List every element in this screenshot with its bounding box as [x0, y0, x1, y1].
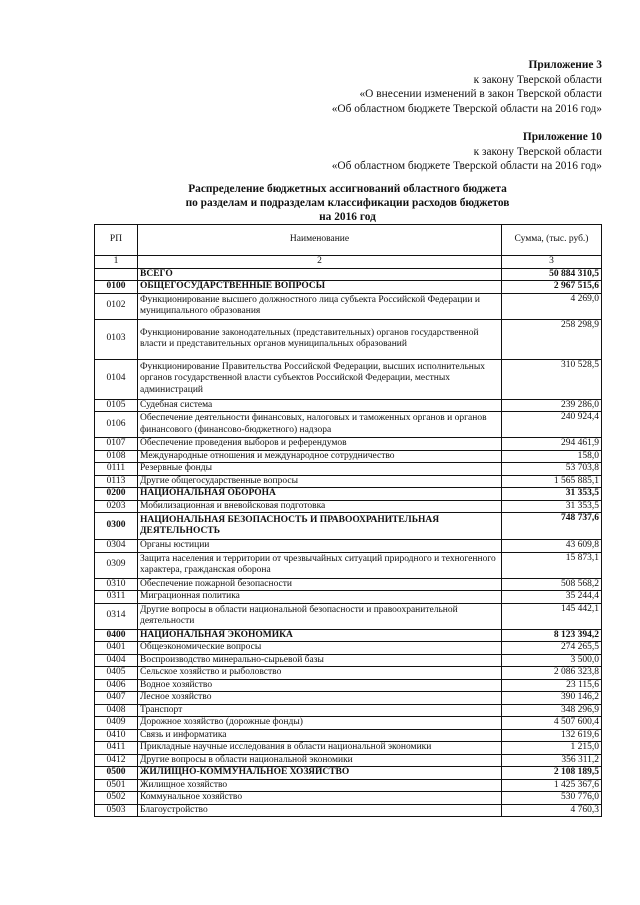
row-sum: 240 924,4 — [502, 412, 602, 438]
table-row — [95, 654, 602, 667]
row-name: Резервные фонды — [138, 463, 502, 476]
table-row — [95, 717, 602, 730]
row-sum: 274 265,5 — [502, 642, 602, 655]
row-code: 0406 — [95, 679, 138, 692]
table-row — [95, 629, 602, 642]
row-name: Мобилизационная и вневойсковая подготовка — [138, 500, 502, 513]
row-name: Защита населения и территории от чрезвычайных ситуаций природного и техногенного характера, гражданская оборона — [138, 552, 502, 578]
row-code: 0400 — [95, 629, 138, 642]
row-name: НАЦИОНАЛЬНАЯ ОБОРОНА — [138, 488, 502, 501]
appendix-10-label: Приложение 10 — [522, 131, 602, 143]
title-line: по разделам и подразделам классификации расходов бюджетов — [185, 197, 510, 209]
table-row — [95, 742, 602, 755]
row-sum: 35 244,4 — [502, 591, 602, 604]
row-code: 0103 — [95, 319, 138, 359]
row-name: Обеспечение проведения выборов и референдумов — [138, 438, 502, 451]
row-code: 0100 — [95, 281, 138, 294]
appendix-10-line: к закону Тверской области — [473, 145, 602, 158]
table-row — [95, 359, 602, 399]
row-code: 0410 — [95, 729, 138, 742]
row-code: 0314 — [95, 603, 138, 629]
row-sum: 310 528,5 — [502, 359, 602, 399]
row-code: 0106 — [95, 412, 138, 438]
row-code — [95, 268, 138, 281]
row-name: ОБЩЕГОСУДАРСТВЕННЫЕ ВОПРОСЫ — [138, 281, 502, 294]
row-code: 0311 — [95, 591, 138, 604]
row-sum: 23 115,6 — [502, 679, 602, 692]
row-code: 0111 — [95, 463, 138, 476]
row-code: 0500 — [95, 767, 138, 780]
row-sum: 348 296,9 — [502, 704, 602, 717]
row-code: 0501 — [95, 779, 138, 792]
row-sum: 50 884 310,5 — [502, 268, 602, 281]
row-name: Функционирование законодательных (представительных) органов государственной власти и представительных органов муниципальных образований — [138, 319, 502, 359]
row-name: Обеспечение пожарной безопасности — [138, 578, 502, 591]
row-code: 0503 — [95, 804, 138, 817]
table-row — [95, 293, 602, 319]
row-name: Прикладные научные исследования в области национальной экономики — [138, 742, 502, 755]
row-code: 0107 — [95, 438, 138, 451]
row-name: Водное хозяйство — [138, 679, 502, 692]
row-code: 0113 — [95, 475, 138, 488]
row-sum: 43 609,8 — [502, 540, 602, 553]
row-sum: 748 737,6 — [502, 513, 602, 540]
title-line: Распределение бюджетных ассигнований областного бюджета — [188, 183, 507, 195]
row-sum: 258 298,9 — [502, 319, 602, 359]
row-name: ВСЕГО — [138, 268, 502, 281]
row-code: 0200 — [95, 488, 138, 501]
table-row — [95, 591, 602, 604]
row-name: Судебная система — [138, 399, 502, 412]
row-sum: 53 703,8 — [502, 463, 602, 476]
row-code: 0404 — [95, 654, 138, 667]
row-sum: 31 353,5 — [502, 488, 602, 501]
row-name: НАЦИОНАЛЬНАЯ ЭКОНОМИКА — [138, 629, 502, 642]
row-name: Транспорт — [138, 704, 502, 717]
row-code: 0502 — [95, 792, 138, 805]
document-title — [95, 182, 600, 224]
row-name: Воспроизводство минерально-сырьевой базы — [138, 654, 502, 667]
row-name: Связь и информатика — [138, 729, 502, 742]
table-row — [95, 488, 602, 501]
table-row — [95, 438, 602, 451]
index-code: 1 — [95, 256, 138, 269]
row-name: Сельское хозяйство и рыболовство — [138, 667, 502, 680]
row-name: Органы юстиции — [138, 540, 502, 553]
appendix-3-line: к закону Тверской области — [473, 73, 602, 86]
header-name: Наименование — [138, 225, 502, 256]
title-line: на 2016 год — [319, 211, 376, 223]
row-sum: 1 215,0 — [502, 742, 602, 755]
table-row — [95, 779, 602, 792]
row-code: 0300 — [95, 513, 138, 540]
row-sum: 530 776,0 — [502, 792, 602, 805]
table-row — [95, 399, 602, 412]
row-name: Дорожное хозяйство (дорожные фонды) — [138, 717, 502, 730]
table-row — [95, 767, 602, 780]
row-code: 0304 — [95, 540, 138, 553]
row-name: НАЦИОНАЛЬНАЯ БЕЗОПАСНОСТЬ И ПРАВООХРАНИТЕЛЬНАЯ ДЕЯТЕЛЬНОСТЬ — [138, 513, 502, 540]
row-code: 0104 — [95, 359, 138, 399]
row-sum: 2 108 189,5 — [502, 767, 602, 780]
index-sum: 3 — [502, 256, 602, 269]
table-row — [95, 475, 602, 488]
row-code: 0105 — [95, 399, 138, 412]
appendix-3-line: «Об областном бюджете Тверской области на 2016 год» — [331, 102, 602, 115]
table-row — [95, 704, 602, 717]
appendix-10-line: «Об областном бюджете Тверской области на 2016 год» — [331, 160, 602, 172]
table-row — [95, 679, 602, 692]
table-row — [95, 412, 602, 438]
row-name: Международные отношения и международное сотрудничество — [138, 450, 502, 463]
row-code: 0108 — [95, 450, 138, 463]
row-name: Благоустройство — [138, 804, 502, 817]
row-sum: 239 286,0 — [502, 399, 602, 412]
row-code: 0401 — [95, 642, 138, 655]
row-code: 0412 — [95, 754, 138, 767]
row-sum: 4 507 600,4 — [502, 717, 602, 730]
row-sum: 132 619,6 — [502, 729, 602, 742]
table-row — [95, 500, 602, 513]
row-sum: 2 967 515,6 — [502, 281, 602, 294]
row-sum: 15 873,1 — [502, 552, 602, 578]
appendix-10-header — [332, 130, 602, 174]
row-name: ЖИЛИЩНО-КОММУНАЛЬНОЕ ХОЗЯЙСТВО — [138, 767, 502, 780]
table-row — [95, 319, 602, 359]
row-sum: 2 086 323,8 — [502, 667, 602, 680]
row-name: Миграционная политика — [138, 591, 502, 604]
budget-table — [94, 224, 602, 817]
row-code: 0405 — [95, 667, 138, 680]
row-sum: 390 146,2 — [502, 692, 602, 705]
table-row — [95, 692, 602, 705]
table-row — [95, 754, 602, 767]
row-name: Лесное хозяйство — [138, 692, 502, 705]
table-row — [95, 603, 602, 629]
table-row — [95, 450, 602, 463]
row-code: 0102 — [95, 293, 138, 319]
row-sum: 31 353,5 — [502, 500, 602, 513]
header-code: РП — [95, 225, 138, 256]
row-sum: 158,0 — [502, 450, 602, 463]
row-name: Общеэкономические вопросы — [138, 642, 502, 655]
table-row — [95, 552, 602, 578]
table-row — [95, 540, 602, 553]
table-row — [95, 281, 602, 294]
row-name: Другие вопросы в области национальной безопасности и правоохранительной деятельности — [138, 603, 502, 629]
row-sum: 508 568,2 — [502, 578, 602, 591]
row-sum: 4 269,0 — [502, 293, 602, 319]
row-name: Другие общегосударственные вопросы — [138, 475, 502, 488]
row-sum: 4 760,3 — [502, 804, 602, 817]
row-name: Обеспечение деятельности финансовых, налоговых и таможенных органов и органов финансового (финансово-бюджетного) надзора — [138, 412, 502, 438]
row-sum: 1 425 367,6 — [502, 779, 602, 792]
row-code: 0203 — [95, 500, 138, 513]
table-row — [95, 268, 602, 281]
row-name: Коммунальное хозяйство — [138, 792, 502, 805]
row-code: 0309 — [95, 552, 138, 578]
row-sum: 356 311,2 — [502, 754, 602, 767]
table-index-row — [95, 256, 602, 269]
row-code: 0310 — [95, 578, 138, 591]
appendix-3-header — [332, 58, 602, 116]
row-name: Другие вопросы в области национальной экономики — [138, 754, 502, 767]
row-code: 0407 — [95, 692, 138, 705]
row-code: 0408 — [95, 704, 138, 717]
appendix-3-label: Приложение 3 — [528, 59, 602, 71]
row-sum: 1 565 885,1 — [502, 475, 602, 488]
table-row — [95, 667, 602, 680]
row-name: Функционирование Правительства Российской Федерации, высших исполнительных органов государственной власти субъектов Российской Федерации, местных администраций — [138, 359, 502, 399]
table-row — [95, 729, 602, 742]
table-row — [95, 642, 602, 655]
row-sum: 145 442,1 — [502, 603, 602, 629]
row-name: Жилищное хозяйство — [138, 779, 502, 792]
row-code: 0411 — [95, 742, 138, 755]
row-name: Функционирование высшего должностного лица субъекта Российской Федерации и муниципального образования — [138, 293, 502, 319]
row-sum: 3 500,0 — [502, 654, 602, 667]
header-sum: Сумма, (тыс. руб.) — [502, 225, 602, 256]
table-row — [95, 804, 602, 817]
table-row — [95, 792, 602, 805]
table-row — [95, 463, 602, 476]
index-name: 2 — [138, 256, 502, 269]
appendix-3-line: «О внесении изменений в закон Тверской области — [359, 88, 602, 100]
row-sum: 294 461,9 — [502, 438, 602, 451]
row-sum: 8 123 394,2 — [502, 629, 602, 642]
table-row — [95, 578, 602, 591]
table-header-row — [95, 225, 602, 256]
table-row — [95, 513, 602, 540]
row-code: 0409 — [95, 717, 138, 730]
